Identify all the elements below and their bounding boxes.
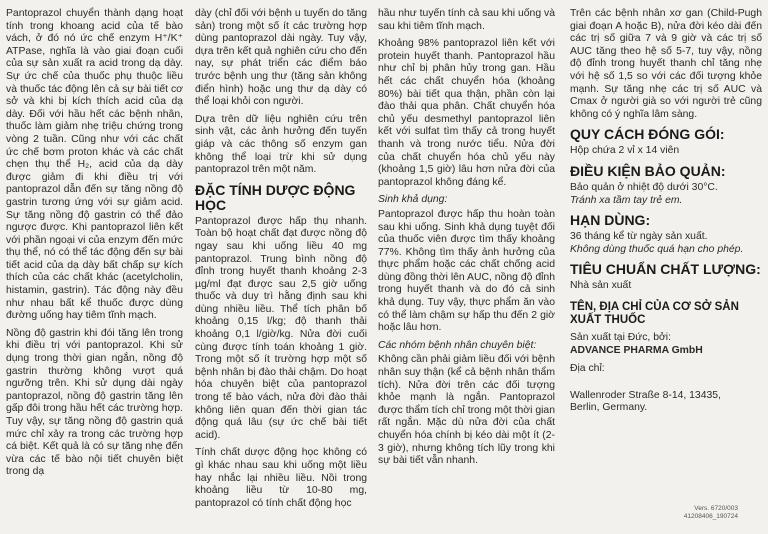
version-code [684, 505, 738, 521]
column-3 [378, 8, 555, 473]
gastrin-paragraph: Nồng độ gastrin khi đói tăng lên trong khi điều trị với pantoprazol. Khi sử dụng trong thời gian ngắn, nồng độ gastrin thường không vượt quá ngưỡng trên. Khi sử dụng dài ngày pantoprazol, nồng độ gastrin tăng lên gấp đôi trong hầu hết các trường hợp. Tuy vậy, sự tăng nồng độ gastrin quá mức chỉ xảy ra trong các trường hợp cá biệt. Kết quả là có sự tăng nhẹ đến vừa các tế bào nội tiết chuyên biệt trong dạ [6, 327, 183, 478]
version-line-2: 41208406_190724 [683, 513, 738, 520]
expiry-heading: HẠN DÙNG: [570, 212, 651, 229]
packaging-heading: QUY CÁCH ĐÓNG GÓI: [570, 126, 725, 143]
absorption-paragraph: Pantoprazol được hấp thụ nhanh. Toàn bộ hoạt chất đạt được nồng độ ngay sau khi uống liều 40 mg pantoprazol. Trung bình nồng độ đỉnh trong huyết thanh khoảng 2-3 µg/ml đạt được sau 2,5 giờ uống thuốc và duy trì hằng định sau khi dùng nhiều liều. Thể tích phân bố khoảng 0,15 l/kg; độ thanh thải khoảng 0,1 l/giờ/kg. Nửa đời cuối cùng được tính toán khoảng 1 giờ. Trong một số ít trường hợp một số bệnh nhân bị đào thải chậm. Do hoạt hóa chuyên biệt của pantoprazol trong tế bào vách, nửa đời đào thải không liên quan đến thời gian tác động quá lâu (sự ức chế bài tiết acid). [195, 215, 367, 441]
expiry-note: Không dùng thuốc quá hạn cho phép. [570, 243, 744, 255]
linearity-paragraph: hầu như tuyến tính cả sau khi uống và sau khi tiêm tĩnh mạch. [378, 8, 555, 32]
storage-text: Bảo quản ở nhiệt độ dưới 30°C. [570, 181, 718, 193]
bioavailability-subheading: Sinh khả dụng: [378, 194, 448, 206]
pharmacokinetics-heading: ĐẶC TÍNH DƯỢC ĐỘNG HỌC [195, 181, 356, 213]
version-line-1: Vers. 6720/003 [694, 505, 738, 512]
column-1 [6, 8, 183, 484]
company-name: ADVANCE PHARMA GmbH [570, 344, 703, 356]
address-street: Wallenroder Straße 8-14, 13435, [570, 389, 721, 401]
protein-binding-paragraph: Khoảng 98% pantoprazol liên kết với protein huyết thanh. Pantoprazol hầu như chỉ bị phân hủy trong gan. Hầu hết các chất chuyển hóa (khoảng 80%) bài tiết qua thận, phần còn lại đào thải qua phân. Chất chuyển hóa chủ yếu desmethyl pantoprazol liên kết với sulfat tìm thấy cả trong huyết thanh và trong nước tiểu. Nửa đời của chất chuyển hóa chủ yếu này (khoảng 1,5 giờ) lâu hơn nửa đời của pantoprazol không đáng kể. [378, 38, 555, 188]
manufacturer-heading: TÊN, ĐỊA CHỈ CỦA CƠ SỞ SẢN XUẤT THUỐC [570, 300, 739, 326]
renal-paragraph: Không cần phải giảm liều đối với bệnh nhân suy thận (kể cả bệnh nhân thẩm tích). Nửa đời trên các đối tượng khỏe mạnh là ngắn. Pantoprazol được thẩm tích chỉ trong một thời gian rất ngắn. Mặc dù nửa đời của chất chuyển hóa chính bị kéo dài một ít (2-3 giờ), nhưng không tích lũy trong khi sự bài tiết vẫn nhanh. [378, 354, 555, 467]
storage-note: Tránh xa tầm tay trẻ em. [570, 194, 683, 206]
column-4 [570, 8, 762, 415]
kinetics-paragraph: Tính chất dược động học không có gì khác nhau sau khi uống một liều hay nhắc lại nhiều liều. Nồi trong khoảng liều từ 10-80 mg, pantoprazol có tính chất động học [195, 447, 367, 509]
hepatic-paragraph: Trên các bệnh nhân xơ gan (Child-Pugh giai đoạn A hoặc B), nửa đời kéo dài đến các trị số giữa 7 và 9 giờ và các trị số AUC tăng theo hệ số 5-7, tuy vậy, nồng độ đỉnh trong huyết thanh chỉ tăng nhẹ với hệ số 1,5 so với các đối tượng khỏe mạnh. Sự tăng nhẹ các trị số AUC và Cmax ở người già so với người trẻ cũng không có ý nghĩa lâm sàng. [570, 8, 762, 120]
storage-heading: ĐIỀU KIỆN BẢO QUẢN: [570, 162, 726, 179]
quality-standard-text: Nhà sản xuất [570, 280, 632, 292]
packaging-text: Hộp chứa 2 vỉ x 14 viên [570, 145, 680, 157]
address-city: Berlin, Germany. [570, 402, 648, 414]
expiry-text: 36 tháng kể từ ngày sản xuất. [570, 231, 708, 243]
bioavailability-paragraph: Pantoprazol được hấp thu hoàn toàn sau khi uống. Sinh khả dụng tuyệt đối của thuốc viên được tìm thấy khoảng 77%. Không tìm thấy ảnh hưởng của thực phẩm hoặc các chất chống acid dùng đồng thời lên AUC, nồng độ đỉnh trong huyết thanh và do đó cả sinh khả dụng. Tuy vậy, thực phẩm ăn vào có thể làm chậm sự hấp thu đến 2 giờ hoặc lâu hơn. [378, 208, 555, 334]
pharmacodynamics-paragraph: Pantoprazol chuyển thành dạng hoạt tính trong khoang acid của tế bào vách, ở đó nó ức chế enzym H⁺/K⁺ ATPase, nghĩa là vào giai đoạn cuối của sự sản xuất ra acid trong dạ dày. Sự ức chế của thuốc phụ thuộc liều và thuốc tác động lên cả sự bài tiết cơ sở và khi bị kích thích acid của dạ dày. Đối với hầu hết các bệnh nhân, thuốc làm giảm nhẹ triệu chứng trong vòng 2 tuần. Cũng như với các chất ức chế bơm proton khác và các chất chẹn thụ thể H₂, acid của dạ dày được giảm đi khi điều trị với pantoprazol dẫn đến sự tăng nồng độ gastrin tương ứng với sự giảm acid. Sự tăng nồng độ gastrin có thể đảo ngược được. Khi pantoprazol liên kết với phần ngoại vi của enzym đến mức thụ thể, nó có thể tác động đến sự bài tiết acid của dạ dày bất chấp sự kích thích của các chất khác (acetylcholin, histamin, gastrin). Tác động này đều như nhau bất kể thuốc được dùng đường uống hay tiêm tĩnh mạch. [6, 8, 183, 322]
long-term-paragraph: dày (chỉ đối với bệnh u tuyến do tăng sản) trong một số ít các trường hợp dùng pantoprazol dài ngày. Tuy vậy, dựa trên kết quả nghiên cứu cho đến nay, sự phát triển các điểm báo trước bệnh ung thư (tăng sản không điển hình) hoặc ung thư dạ dày có thể loại khỏi con người. [195, 8, 367, 108]
special-groups-subheading: Các nhóm bệnh nhân chuyên biệt: [378, 339, 537, 351]
address-label: Địa chỉ: [570, 363, 605, 375]
made-in-text: Sản xuất tại Đức, bởi: [570, 332, 671, 344]
column-2 [195, 8, 367, 515]
quality-standard-heading: TIÊU CHUẨN CHẤT LƯỢNG: [570, 261, 761, 278]
thyroid-paragraph: Dựa trên dữ liệu nghiên cứu trên sinh vật, các ảnh hưởng đến tuyến giáp và các thông số enzym gan không thể loại trừ khi sử dụng pantoprazol trên một năm. [195, 113, 367, 176]
